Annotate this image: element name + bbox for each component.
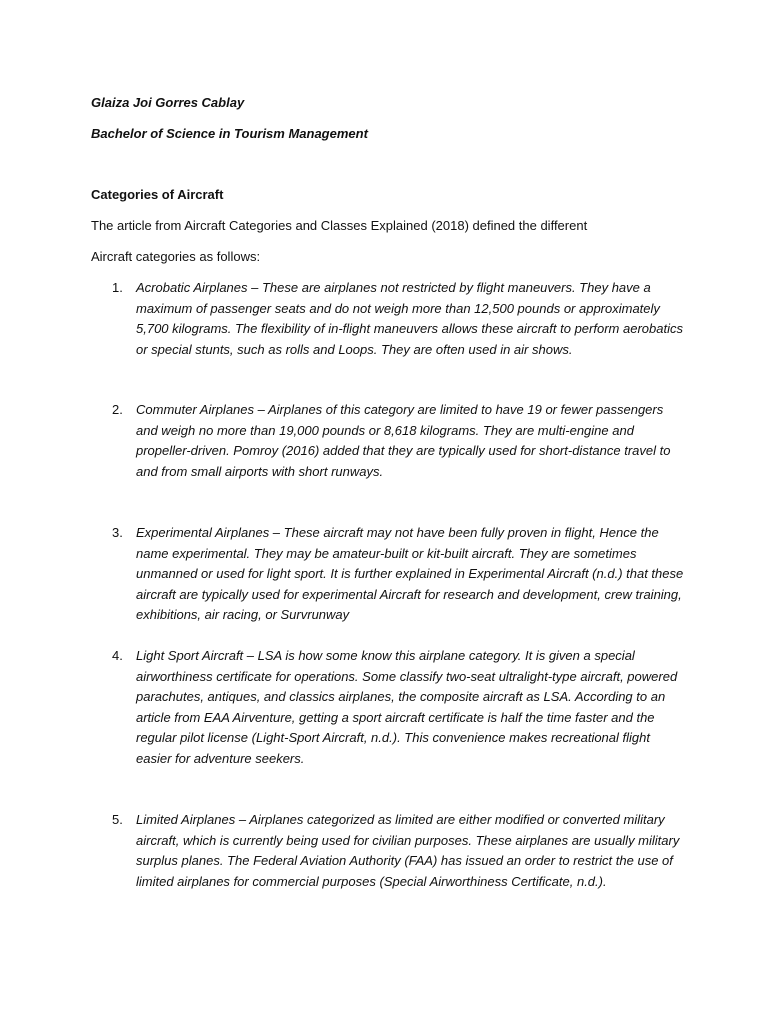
author-name: Glaiza Joi Gorres Cablay xyxy=(91,95,245,110)
degree-program: Bachelor of Science in Tourism Management xyxy=(91,126,368,141)
list-item-text: Acrobatic Airplanes – These are airplanes not restricted by flight maneuvers. They have a maximum of passenger seats and do not weigh more than 12,500 pounds or approximately 5,700 kilograms. The flexibility of in-flight maneuvers allows these aircraft to perform aerobatics or special stunts, such as rolls and Loops. They are often used in air shows. xyxy=(136,280,683,357)
list-item-text: Light Sport Aircraft – LSA is how some know this airplane category. It is given a special airworthiness certificate for operations. Some classify two-seat ultralight-type aircraft, powered parachutes, antiques, and classics airplanes, the composite aircraft as LSA. According to an article from EAA Airventure, getting a sport aircraft certificate is half the time faster and the regular pilot license (Light-Sport Aircraft, n.d.). This convenience makes recreational flight easier for adventure seekers. xyxy=(136,648,678,766)
list-item-number: 2. xyxy=(112,402,123,417)
list-item-text: Experimental Airplanes – These aircraft may not have been fully proven in flight, Hence the name experimental. They may be amateur-built or kit-built aircraft. They are sometimes unmanned or used for light sport. It is further explained in Experimental Aircraft (n.d.) that these aircraft are typically used for experimental Aircraft for research and development, crew training, exhibitions, air racing, or Survrunway xyxy=(136,525,684,622)
list-item-number: 5. xyxy=(112,812,123,827)
list-item-number: 3. xyxy=(112,525,123,540)
section-heading: Categories of Aircraft xyxy=(91,187,224,202)
list-item-number: 1. xyxy=(112,280,123,295)
list-item-text: Commuter Airplanes – Airplanes of this category are limited to have 19 or fewer passengers and weigh no more than 19,000 pounds or 8,618 kilograms. They are multi-engine and propeller-driven. Pomroy (2016) added that they are typically used for short-distance travel to and from small airports with short runways. xyxy=(136,402,671,479)
list-item-number: 4. xyxy=(112,648,123,663)
list-item-text: Limited Airplanes – Airplanes categorized as limited are either modified or converted military aircraft, which is currently being used for civilian purposes. These airplanes are usually military surplus planes. The Federal Aviation Authority (FAA) has issued an order to restrict the use of limited airplanes for commercial purposes (Special Airworthiness Certificate, n.d.). xyxy=(136,812,680,889)
intro-paragraph-line-2: Aircraft categories as follows: xyxy=(91,249,261,264)
intro-paragraph-line-1: The article from Aircraft Categories and Classes Explained (2018) defined the different xyxy=(91,218,588,233)
